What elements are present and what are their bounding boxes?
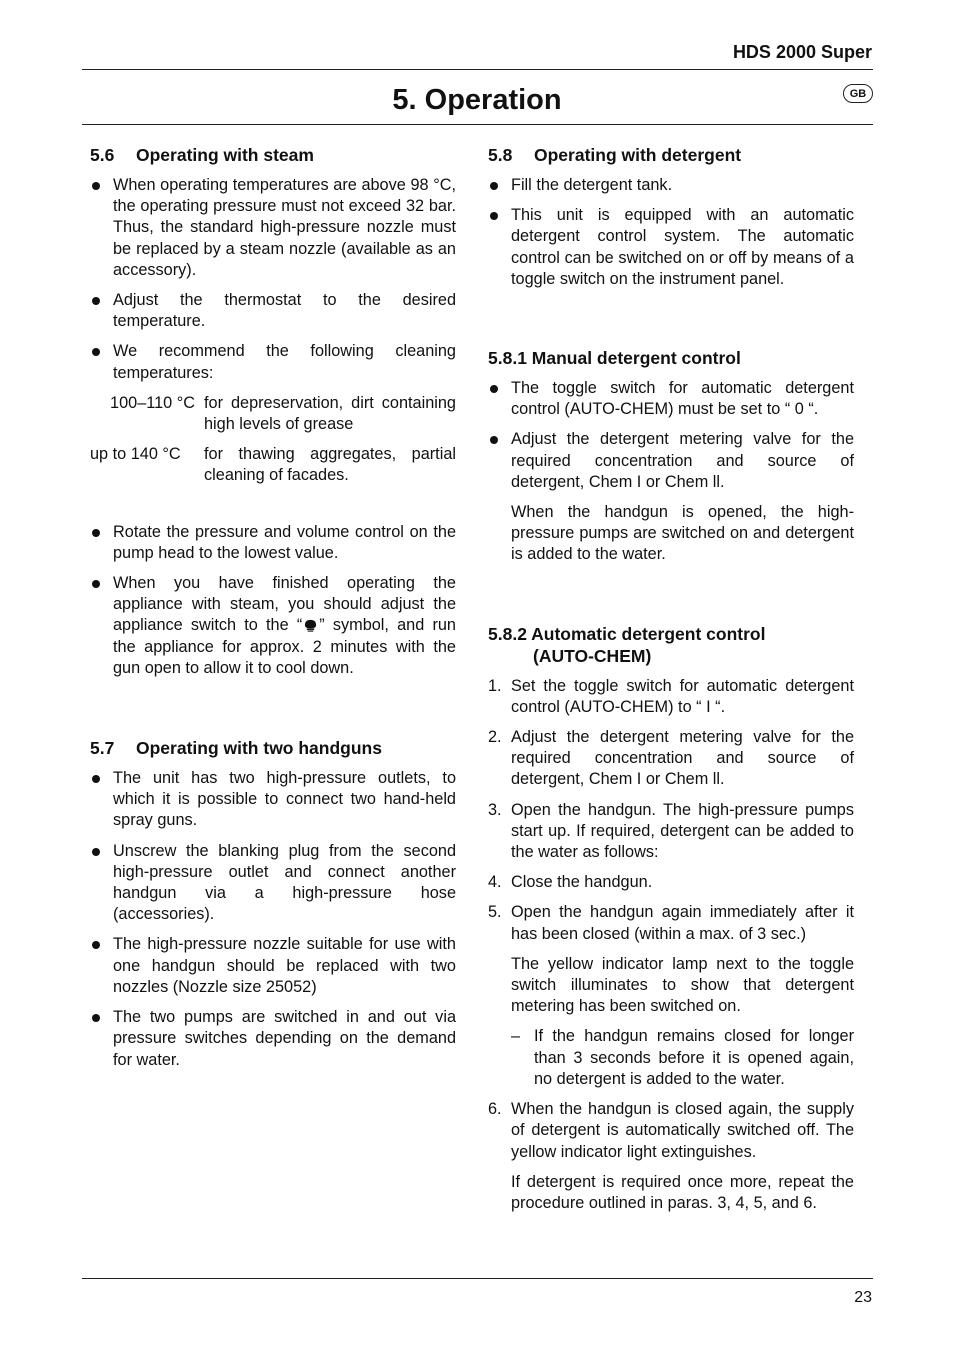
list-item: Unscrew the blanking plug from the second high-pressure outlet and connect another handgun via a high-pressure hose (accessories). <box>90 841 456 926</box>
list-item: This unit is equipped with an automatic detergent control system. The automatic control can be switched on or off by means of a toggle switch on the instrument panel. <box>488 205 854 290</box>
temperature-row <box>90 393 456 435</box>
section-5-8-2-heading: 5.8.2 Automatic detergent control (AUTO-CHEM) <box>488 623 766 666</box>
list-item: When operating temperatures are above 98 °C, the operating pressure must not exceed 32 bar. Thus, the standard high-pressure nozzle must be replaced by a steam nozzle (available as an accessory). <box>90 175 456 281</box>
paragraph: The yellow indicator lamp next to the toggle switch illuminates to show that detergent metering has been switched on. <box>511 954 854 1016</box>
list-item: The unit has two high-pressure outlets, to which it is possible to connect two hand-held spray guns. <box>90 768 456 832</box>
paragraph: If detergent is required once more, repeat the procedure outlined in paras. 3, 4, 5, and 6. <box>511 1172 854 1212</box>
section-5-8-heading: 5.8 Operating with detergent <box>488 145 742 165</box>
list-item: 3. Open the handgun. The high-pressure pumps start up. If required, detergent can be added to the water as follows: <box>488 800 854 862</box>
paragraph: When the handgun is opened, the high-pressure pumps are switched on and detergent is added to the water. <box>511 503 854 564</box>
product-name: HDS 2000 Super <box>732 42 872 62</box>
page-title: 5. Operation <box>392 84 562 116</box>
left-column <box>90 144 456 1080</box>
temperature-range: 100–110 °C <box>110 393 195 412</box>
list-item: 1. Set the toggle switch for automatic detergent control (AUTO-CHEM) to “ I “. <box>488 676 854 716</box>
temperature-range: up to 140 °C <box>90 445 181 464</box>
list-item: Adjust the thermostat to the desired temperature. <box>90 290 456 332</box>
right-column <box>488 144 854 1223</box>
steam-symbol-icon <box>303 617 318 632</box>
list-item: The high-pressure nozzle suitable for use with one handgun should be replaced with two nozzles (Nozzle size 25052) <box>90 934 456 998</box>
temperature-use: for depreservation, dirt containing high levels of grease <box>204 393 456 434</box>
list-item: The two pumps are switched in and out via pressure switches depending on the demand for water. <box>90 1007 456 1071</box>
list-item: The toggle switch for automatic detergent control (AUTO-CHEM) must be set to “ 0 “. <box>488 378 854 420</box>
section-5-8-1-heading: 5.8.1 Manual detergent control <box>488 348 741 369</box>
language-badge: GB <box>843 84 873 103</box>
list-item: Rotate the pressure and volume control on the pump head to the lowest value. <box>90 522 456 564</box>
list-item: Adjust the detergent metering valve for the required concentration and source of detergent, Chem I or Chem ll. <box>488 429 854 493</box>
list-item: 2. Adjust the detergent metering valve for the required concentration and source of detergent, Chem I or Chem ll. <box>488 728 854 789</box>
list-item: When you have finished operating the appliance with steam, you should adjust the appliance switch to the “ ” symbol, and run the appliance for approx. 2 minutes with the gun open to allow it to cool down. <box>90 573 456 679</box>
temperature-use: for thawing aggregates, partial cleaning of facades. <box>204 445 456 485</box>
header-rule <box>82 69 873 70</box>
list-item: 4. Close the handgun. <box>488 873 653 892</box>
list-item: – If the handgun remains closed for longer than 3 seconds before it is opened again, no detergent is added to the water. <box>511 1027 854 1088</box>
list-item: 5. Open the handgun again immediately after it has been closed (within a max. of 3 sec.) <box>488 903 854 943</box>
section-5-7-heading: 5.7 Operating with two handguns <box>90 738 382 759</box>
section-5-6-heading: 5.6 Operating with steam <box>90 145 314 165</box>
footer-rule <box>82 1278 873 1279</box>
list-item: 6. When the handgun is closed again, the supply of detergent is automatically switched off. The yellow indicator light extinguishes. <box>488 1100 854 1161</box>
list-item: Fill the detergent tank. <box>488 175 854 196</box>
list-item: We recommend the following cleaning temperatures: <box>90 341 456 383</box>
page-number: 23 <box>854 1289 872 1306</box>
title-rule <box>82 124 873 125</box>
temperature-row <box>90 444 456 486</box>
